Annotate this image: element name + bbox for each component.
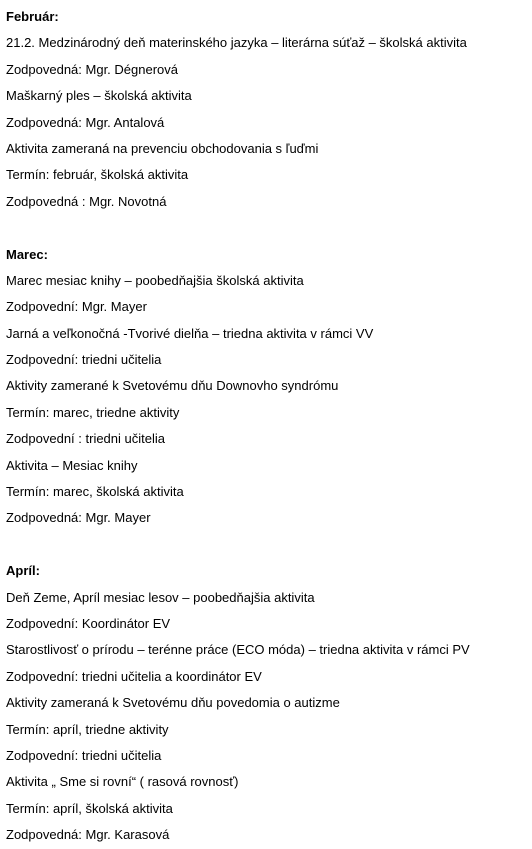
blank-line: [6, 532, 530, 558]
text-line: Termín: marec, triedne aktivity: [6, 404, 180, 420]
section-april: [6, 558, 530, 848]
text-line: Termín: február, školská aktivita: [6, 167, 189, 183]
text-line: Zodpovedná: Mgr. Mayer: [6, 510, 151, 526]
text-line: Zodpovední: Mgr. Mayer: [6, 299, 147, 315]
text-line: Starostlivosť o prírodu – terénne práce (ECO móda) – triedna aktivita v rámci PV: [6, 642, 470, 658]
text-line: Zodpovedná: Mgr. Antalová: [6, 114, 165, 130]
text-line: Aktivita „ Sme si rovní“ ( rasová rovnosť): [6, 774, 239, 790]
text-line: Aktivity zameraná k Svetovému dňu povedomia o autizme: [6, 695, 340, 711]
text-line: Aktivita zameraná na prevenciu obchodovania s ľuďmi: [6, 140, 319, 156]
section-heading: Marec:: [6, 246, 48, 262]
text-line: Marec mesiac knihy – poobedňajšia školská aktivita: [6, 272, 304, 288]
text-line: Zodpovední: triedni učitelia a koordinátor EV: [6, 668, 262, 684]
section-februar: [6, 4, 530, 215]
text-line: Zodpovední: triedni učitelia: [6, 747, 162, 763]
text-line: Termín: marec, školská aktivita: [6, 484, 184, 500]
section-heading: Apríl:: [6, 563, 40, 579]
text-line: Zodpovedná: Mgr. Dégnerová: [6, 61, 178, 77]
text-line: Zodpovední : triedni učitelia: [6, 431, 165, 447]
blank-line: [6, 215, 530, 241]
text-line: Aktivity zamerané k Svetovému dňu Downovho syndrómu: [6, 378, 339, 394]
text-line: Termín: apríl, školská aktivita: [6, 800, 173, 816]
text-line: Zodpovední: triedni učitelia: [6, 352, 162, 368]
text-line: Jarná a veľkonočná -Tvorivé dielňa – triedna aktivita v rámci VV: [6, 325, 374, 341]
document: [6, 4, 530, 849]
text-line: 21.2. Medzinárodný deň materinského jazyka – literárna súťaž – školská aktivita: [6, 35, 467, 51]
text-line: Maškarný ples – školská aktivita: [6, 88, 192, 104]
text-line: Zodpovední: Koordinátor EV: [6, 615, 171, 631]
text-line: Deň Zeme, Apríl mesiac lesov – poobedňajšia aktivita: [6, 589, 315, 605]
text-line: Aktivita – Mesiac knihy: [6, 457, 138, 473]
text-line: Zodpovedná: Mgr. Karasová: [6, 827, 170, 843]
text-line: Zodpovedná : Mgr. Novotná: [6, 193, 167, 209]
section-marec: [6, 242, 530, 532]
section-heading: Február:: [6, 9, 59, 24]
text-line: Termín: apríl, triedne aktivity: [6, 721, 169, 737]
